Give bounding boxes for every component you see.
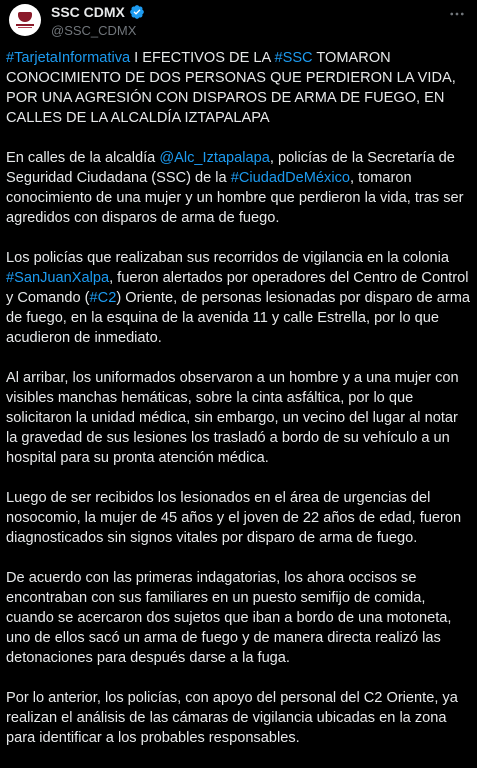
patrol-text-1: Los policías que realizaban sus recorridos de vigilancia en la colonia — [6, 250, 449, 266]
logo-line-icon — [18, 27, 32, 28]
mention-alc-iztapalapa[interactable]: @Alc_Iztapalapa — [159, 150, 270, 166]
hashtag-ssc[interactable]: #SSC — [274, 50, 313, 66]
paragraph-followup: Por lo anterior, los policías, con apoyo del personal del C2 Oriente, ya realizan el análisis de las cámaras de vigilancia ubicadas en la zona para identificar a los probables responsables. — [6, 690, 458, 746]
display-name[interactable]: SSC CDMX — [51, 4, 125, 20]
handle[interactable]: @SSC_CDMX — [51, 23, 137, 38]
intro-text-1: En calles de la alcaldía — [6, 150, 160, 166]
shield-logo-icon — [18, 12, 32, 22]
more-options-icon[interactable] — [447, 4, 467, 24]
paragraph-investigation: De acuerdo con las primeras indagatorias, los ahora occisos se encontraban con sus familiares en un puesto semifijo de comida, cuando se acercaron dos sujetos que iban a bordo de una motoneta, uno de ellos sacó un arma de fuego y de manera directa realizó las detonaciones para después darse a la fuga. — [6, 570, 452, 666]
avatar[interactable] — [9, 4, 41, 36]
tweet-text — [6, 48, 471, 768]
paragraph-headline — [6, 48, 471, 128]
hashtag-c2[interactable]: #C2 — [89, 290, 117, 306]
paragraph-patrol — [6, 248, 471, 348]
paragraph-arrival: Al arribar, los uniformados observaron a un hombre y a una mujer con visibles manchas hemáticas, sobre la cinta asfáltica, por lo que solicitaron la unidad médica, sin embargo, un vecino del lugar al notar la gravedad de sus lesiones los trasladó a bordo de su vehículo a un hospital para su pronta atención médica. — [6, 370, 459, 466]
tweet-header — [6, 0, 471, 44]
paragraph-intro — [6, 148, 471, 228]
intro-text-3: , tomaron conocimiento de una mujer y un hombre que perdieron la vida, tras ser agredidos con disparos de arma de fuego. — [6, 170, 464, 226]
hashtag-ciudad-de-mexico[interactable]: #CiudadDeMéxico — [230, 170, 350, 186]
author-names — [51, 3, 145, 38]
hashtag-san-juan-xalpa[interactable]: #SanJuanXalpa — [6, 270, 110, 286]
patrol-text-3: ) Oriente, de personas lesionadas por disparo de arma de fuego, en la esquina de la avenida 11 y calle Estrella, por lo que acudieron de inmediato. — [6, 290, 471, 346]
display-name-row — [51, 3, 145, 21]
headline-text-1: I EFECTIVOS DE LA — [130, 50, 275, 66]
intro-text-2: , policías de la Secretaría de Seguridad Ciudadana (SSC) de la — [6, 150, 455, 186]
paragraph-hospital: Luego de ser recibidos los lesionados en el área de urgencias del nosocomio, la mujer de 45 años y el joven de 22 años de edad, fueron diagnosticados sin signos vitales por disparo de arma de fuego. — [6, 490, 462, 546]
verified-badge-icon[interactable] — [129, 4, 145, 20]
headline-text-2: TOMARON CONOCIMIENTO DE DOS PERSONAS QUE PERDIERON LA VIDA, POR UNA AGRESIÓN CON DISPAROS DE ARMA DE FUEGO, EN CALLES DE LA ALCALDÍA IZTAPALAPA — [6, 50, 456, 126]
hashtag-tarjeta-informativa[interactable]: #TarjetaInformativa — [6, 50, 131, 66]
logo-bar-icon — [16, 24, 34, 26]
patrol-text-2: , fueron alertados por operadores del Centro de Control y Comando ( — [6, 270, 469, 306]
